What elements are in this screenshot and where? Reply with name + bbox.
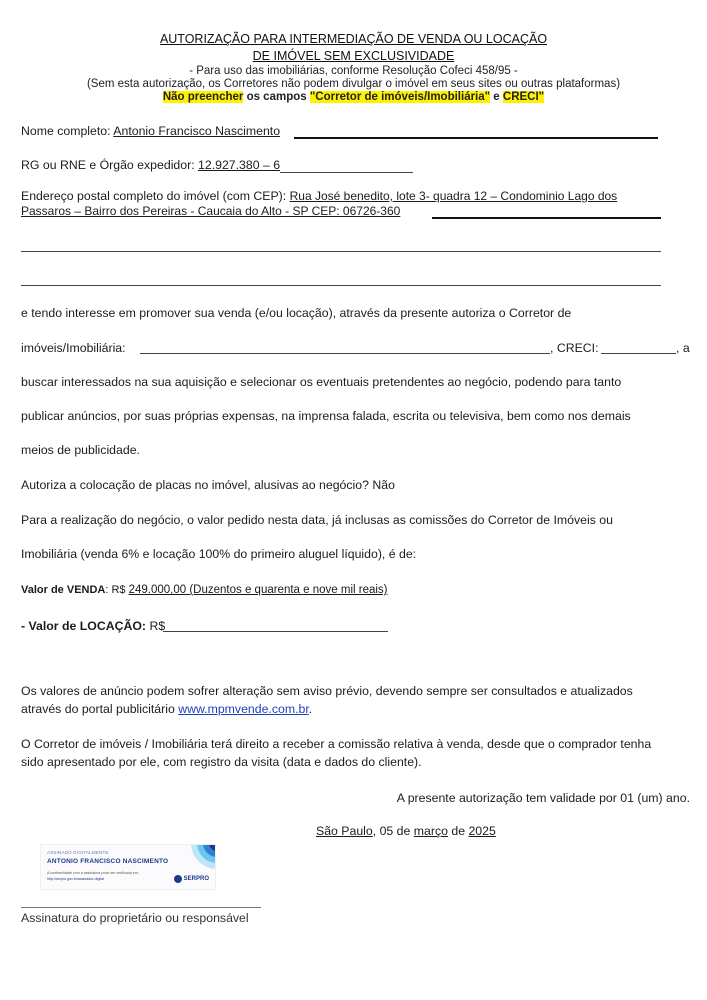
venda-row <box>21 584 388 596</box>
paragraph-2-line-1: Para a realização do negócio, o valor pedido nesta data, já inclusas as comissões do Corretor de Imóveis ou <box>21 513 613 527</box>
creci-after-text: , a <box>676 341 690 355</box>
venda-currency: : R$ <box>105 584 129 596</box>
paragraph-3-line-2 <box>21 702 312 716</box>
warning-text-4: e <box>490 91 503 103</box>
locacao-input-line[interactable] <box>163 631 388 632</box>
name-underline <box>294 137 658 139</box>
address-field-line2 <box>21 204 400 218</box>
broker-input-line[interactable] <box>140 353 550 354</box>
paragraph-4-line-2: sido apresentado por ele, com registro da visita (data e dados do cliente). <box>21 755 422 769</box>
date-sep2: de <box>447 824 469 838</box>
rg-underline <box>280 172 413 173</box>
venda-value[interactable]: 249.000,00 (Duzentos e quarenta e nove mil reais) <box>128 584 388 596</box>
paragraph-4-line-1: O Corretor de imóveis / Imobiliária terá direito a receber a comissão relativa à venda, desde que o comprador tenha <box>21 737 652 751</box>
warning-highlight-5: CRECI" <box>502 91 545 103</box>
address-value-line2[interactable]: Passaros – Bairro dos Pereiras - Caucaia do Alto - SP CEP: 06726-360 <box>21 204 401 218</box>
blank-line-1 <box>21 251 661 252</box>
portal-suffix: . <box>308 702 313 716</box>
address-label: Endereço postal completo do imóvel (com CEP): <box>21 189 290 203</box>
name-field <box>21 124 280 138</box>
date-city: São Paulo <box>316 824 373 838</box>
validity-statement: A presente autorização tem validade por 01 (um) ano. <box>396 791 690 805</box>
paragraph-1-line-3: buscar interessados na sua aquisição e selecionar os eventuais pretendentes ao negócio, podendo para tanto <box>21 375 622 389</box>
warning-highlight-3: "Corretor de imóveis/Imobiliária" <box>309 91 491 103</box>
name-value[interactable]: Antonio Francisco Nascimento <box>113 124 281 138</box>
stamp-url: http://serpro.gov.br/assinador-digital <box>47 877 105 881</box>
creci-input-line[interactable] <box>601 353 676 354</box>
date-year: 2025 <box>468 824 496 838</box>
portal-prefix: através do portal publicitário <box>21 702 179 716</box>
locacao-row <box>21 619 165 633</box>
broker-label: imóveis/Imobiliária: <box>21 341 126 355</box>
paragraph-2-line-2: Imobiliária (venda 6% e locação 100% do primeiro aluguel líquido), é de: <box>21 547 417 561</box>
date-sep1: , 05 de <box>372 824 414 838</box>
rg-field <box>21 158 280 172</box>
serpro-logo <box>174 875 209 883</box>
document-title-line1: AUTORIZAÇÃO PARA INTERMEDIAÇÃO DE VENDA OU LOCAÇÃO <box>159 32 548 46</box>
address-underline <box>432 217 661 219</box>
document-title-line2: DE IMÓVEL SEM EXCLUSIVIDADE <box>252 49 455 63</box>
portal-link[interactable]: www.mpmvende.com.br <box>178 702 309 716</box>
document-subtitle: - Para uso das imobiliárias, conforme Resolução Cofeci 458/95 - <box>189 65 518 77</box>
fill-warning <box>0 91 707 103</box>
date-month: março <box>413 824 448 838</box>
stamp-signer-name: ANTONIO FRANCISCO NASCIMENTO <box>47 858 169 865</box>
warning-highlight-1: Não preencher <box>162 91 244 103</box>
signature-caption: Assinatura do proprietário ou responsável <box>21 911 249 925</box>
document-note: (Sem esta autorização, os Corretores não podem divulgar o imóvel em seus sites ou outras plataformas) <box>86 78 621 90</box>
rg-label: RG ou RNE e Órgão expedidor: <box>21 158 199 172</box>
venda-label: Valor de VENDA <box>21 584 106 596</box>
blank-line-2 <box>21 285 661 286</box>
paragraph-3-line-1: Os valores de anúncio podem sofrer alteração sem aviso prévio, devendo sempre ser consultados e atualizados <box>21 684 633 698</box>
paragraph-1-line-5: meios de publicidade. <box>21 443 140 457</box>
serpro-logo-icon <box>174 875 182 883</box>
placas-question: Autoriza a colocação de placas no imóvel, alusivas ao negócio? Não <box>21 478 395 492</box>
name-label: Nome completo: <box>21 124 114 138</box>
locacao-currency: R$ <box>146 619 166 633</box>
serpro-brand-text: SERPRO <box>183 876 209 882</box>
stamp-label: ASSINADO DIGITALMENTE <box>47 850 109 855</box>
paragraph-1-line-1: e tendo interesse em promover sua venda (e/ou locação), através da presente autoriza o Corretor de <box>21 306 572 320</box>
digital-signature-stamp <box>40 844 216 890</box>
signature-line <box>21 907 261 908</box>
stamp-corner-decoration-icon <box>189 844 216 871</box>
date-line <box>316 824 496 838</box>
rg-value[interactable]: 12.927.380 – 6 <box>198 158 281 172</box>
creci-label: , CRECI: <box>550 341 599 355</box>
address-value-line1[interactable]: Rua José benedito, lote 3- quadra 12 – Condominio Lago dos <box>289 189 618 203</box>
address-field <box>21 189 617 203</box>
stamp-note: A conformidade com a assinatura pode ser verificada em: <box>47 871 139 875</box>
warning-text-2: os campos <box>243 91 310 103</box>
locacao-label: - Valor de LOCAÇÃO: <box>21 619 147 633</box>
paragraph-1-line-4: publicar anúncios, por suas próprias expensas, na imprensa falada, escrita ou televisiva, bem como nos demais <box>21 409 631 423</box>
